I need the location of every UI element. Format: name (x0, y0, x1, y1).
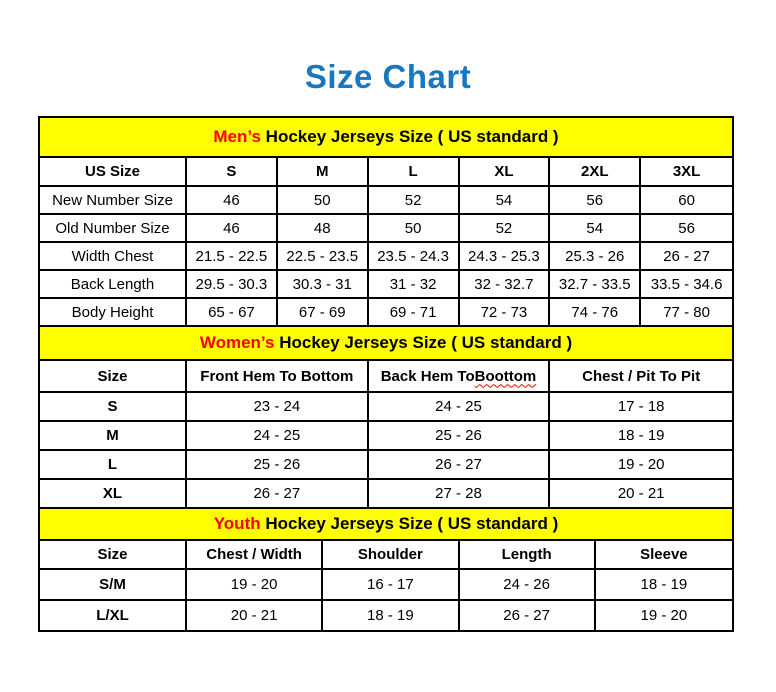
mens-header-m: M (278, 158, 369, 185)
cell-value: 26 - 27 (369, 451, 551, 478)
cell-value: 16 - 17 (323, 570, 459, 599)
womens-row-m (40, 422, 732, 451)
cell-value: 29.5 - 30.3 (187, 271, 278, 297)
cell-value: 74 - 76 (550, 299, 641, 325)
page-title: Size Chart (304, 58, 472, 95)
cell-value: 72 - 73 (460, 299, 551, 325)
cell-value: 52 (369, 187, 460, 213)
youth-section-band (40, 509, 732, 541)
mens-band-text: Hockey Jerseys Size ( US standard ) (260, 127, 559, 146)
youth-row-lxl (40, 601, 732, 630)
cell-value: 33.5 - 34.6 (650, 275, 723, 293)
cell-value: 26 - 27 (460, 601, 596, 630)
row-label: L (40, 451, 187, 478)
row-label: Width Chest (40, 243, 187, 269)
womens-header-chest: Chest / Pit To Pit (582, 367, 701, 385)
cell-value: 48 (278, 215, 369, 241)
cell-value: 18 - 19 (617, 427, 665, 444)
womens-header-back-hem-prefix: Back Hem To (380, 367, 475, 385)
mens-header-row (40, 158, 732, 187)
cell-value: 20 - 21 (187, 601, 323, 630)
womens-row-s (40, 393, 732, 422)
row-label: Old Number Size (40, 215, 187, 241)
youth-header-chest: Chest / Width (187, 541, 323, 568)
cell-value: 21.5 - 22.5 (187, 243, 278, 269)
cell-value: 50 (369, 215, 460, 241)
youth-band-highlight: Youth (213, 514, 261, 533)
cell-value: 69 - 71 (369, 299, 460, 325)
womens-band-text: Hockey Jerseys Size ( US standard ) (274, 333, 573, 352)
womens-header-front-hem: Front Hem To Bottom (187, 361, 369, 391)
mens-row-back-length (40, 271, 732, 299)
cell-value: 19 - 20 (617, 456, 665, 473)
cell-value: 60 (678, 191, 695, 209)
row-label: XL (40, 480, 187, 507)
cell-value: 18 - 19 (640, 576, 688, 593)
cell-value: 30.3 - 31 (278, 271, 369, 297)
youth-header-row (40, 541, 732, 570)
womens-band-highlight: Women’s (199, 333, 275, 352)
row-label: L/XL (40, 601, 187, 630)
womens-row-xl (40, 480, 732, 509)
misspelled-word-wavy-underline: Boottom (474, 367, 537, 385)
youth-header-sleeve: Sleeve (640, 546, 688, 563)
youth-header-length: Length (460, 541, 596, 568)
cell-value: 56 (550, 187, 641, 213)
cell-value: 24 - 25 (369, 393, 551, 420)
cell-value: 26 - 27 (187, 480, 369, 507)
youth-header-shoulder: Shoulder (323, 541, 459, 568)
cell-value: 24 - 25 (187, 422, 369, 449)
cell-value: 67 - 69 (278, 299, 369, 325)
cell-value: 27 - 28 (369, 480, 551, 507)
womens-row-l (40, 451, 732, 480)
cell-value: 56 (678, 219, 695, 237)
womens-header-back-hem (369, 361, 551, 391)
mens-header-s: S (187, 158, 278, 185)
cell-value: 77 - 80 (663, 303, 710, 321)
mens-header-2xl: 2XL (550, 158, 641, 185)
row-label: Body Height (40, 299, 187, 325)
cell-value: 25.3 - 26 (550, 243, 641, 269)
cell-value: 22.5 - 23.5 (278, 243, 369, 269)
youth-band-text: Hockey Jerseys Size ( US standard ) (260, 514, 559, 533)
mens-row-body-height (40, 299, 732, 327)
mens-section-band (40, 118, 732, 158)
mens-header-l: L (369, 158, 460, 185)
womens-header-size: Size (40, 361, 187, 391)
cell-value: 65 - 67 (187, 299, 278, 325)
cell-value: 32.7 - 33.5 (550, 271, 641, 297)
cell-value: 24.3 - 25.3 (460, 243, 551, 269)
row-label: M (40, 422, 187, 449)
youth-header-size: Size (40, 541, 187, 568)
cell-value: 32 - 32.7 (460, 271, 551, 297)
cell-value: 25 - 26 (187, 451, 369, 478)
cell-value: 20 - 21 (617, 485, 665, 502)
size-chart-table (38, 116, 734, 632)
mens-row-width-chest (40, 243, 732, 271)
cell-value: 52 (460, 215, 551, 241)
cell-value: 46 (187, 187, 278, 213)
youth-row-sm (40, 570, 732, 601)
row-label: Back Length (40, 271, 187, 297)
row-label: S/M (40, 570, 187, 599)
cell-value: 19 - 20 (640, 607, 688, 624)
cell-value: 24 - 26 (460, 570, 596, 599)
cell-value: 25 - 26 (369, 422, 551, 449)
cell-value: 17 - 18 (617, 398, 665, 415)
mens-header-us-size: US Size (40, 158, 187, 185)
cell-value: 26 - 27 (663, 247, 710, 265)
cell-value: 23 - 24 (187, 393, 369, 420)
cell-value: 18 - 19 (323, 601, 459, 630)
row-label: New Number Size (40, 187, 187, 213)
mens-header-xl: XL (460, 158, 551, 185)
cell-value: 46 (187, 215, 278, 241)
womens-header-row (40, 361, 732, 393)
cell-value: 31 - 32 (369, 271, 460, 297)
mens-row-old-number-size (40, 215, 732, 243)
cell-value: 50 (278, 187, 369, 213)
mens-row-new-number-size (40, 187, 732, 215)
cell-value: 54 (550, 215, 641, 241)
row-label: S (40, 393, 187, 420)
womens-section-band (40, 327, 732, 361)
cell-value: 54 (460, 187, 551, 213)
cell-value: 23.5 - 24.3 (369, 243, 460, 269)
cell-value: 19 - 20 (187, 570, 323, 599)
mens-band-highlight: Men’s (213, 127, 261, 146)
mens-header-3xl: 3XL (672, 163, 701, 180)
